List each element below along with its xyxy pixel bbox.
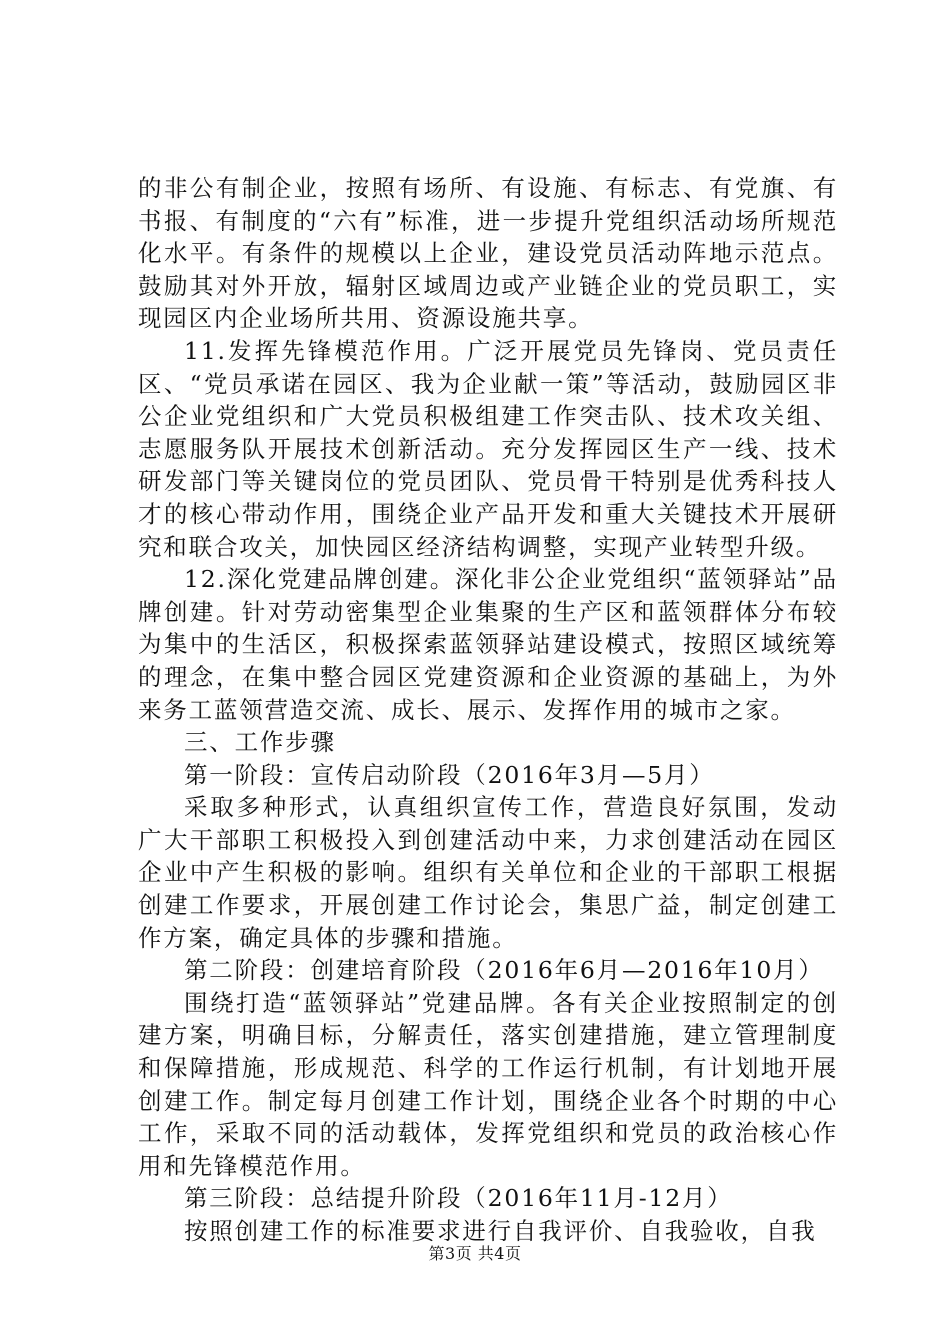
page-footer: 第3页 共4页 <box>428 1244 522 1263</box>
stage-two-body: 围绕打造“蓝领驿站”党建品牌。各有关企业按照制定的创建方案，明确目标，分解责任，落实创建措施，建立管理制度和保障措施，形成规范、科学的工作运行机制，有计划地开展创建工作。制定每月创建工作计划，围绕企业各个时期的中心工作，采取不同的活动载体，发挥党组织和党员的政治核心作用和先锋模范作用。 <box>138 988 838 1180</box>
stage-one-body: 采取多种形式，认真组织宣传工作，营造良好氛围，发动广大干部职工积极投入到创建活动中来，力求创建活动在园区企业中产生积极的影响。组织有关单位和企业的干部职工根据创建工作要求，开展创建工作讨论会，集思广益，制定创建工作方案，确定具体的步骤和措施。 <box>138 793 838 952</box>
stage-three-body: 按照创建工作的标准要求进行自我评价、自我验收，自我 <box>184 1217 817 1245</box>
document-body <box>138 172 838 1248</box>
stage-three-heading: 第三阶段：总结提升阶段（2016年11月-12月） <box>184 1184 733 1213</box>
stage-two-heading: 第二阶段：创建培育阶段（2016年6月—2016年10月） <box>184 956 824 985</box>
paragraph-continuation: 的非公有制企业，按照有场所、有设施、有标志、有党旗、有书报、有制度的“六有”标准，进一步提升党组织活动场所规范化水平。有条件的规模以上企业，建设党员活动阵地示范点。鼓励其对外开放，辐射区域周边或产业链企业的党员职工，实现园区内企业场所共用、资源设施共享。 <box>138 174 838 333</box>
paragraph-item-11: 11.发挥先锋模范作用。广泛开展党员先锋岗、党员责任区、“党员承诺在园区、我为企业献一策”等活动，鼓励园区非公企业党组织和广大党员积极组建工作突击队、技术攻关组、志愿服务队开展技术创新活动。充分发挥园区生产一线、技术研发部门等关键岗位的党员团队、党员骨干特别是优秀科技人才的核心带动作用，围绕企业产品开发和重大关键技术开展研究和联合攻关，加快园区经济结构调整，实现产业转型升级。 <box>138 336 838 561</box>
stage-one-heading: 第一阶段：宣传启动阶段（2016年3月—5月） <box>184 760 715 789</box>
section-heading-work-steps: 三、工作步骤 <box>184 728 336 757</box>
paragraph-item-12: 12.深化党建品牌创建。深化非公企业党组织“蓝领驿站”品牌创建。针对劳动密集型企业集聚的生产区和蓝领群体分布较为集中的生活区，积极探索蓝领驿站建设模式，按照区域统筹的理念，在集中整合园区党建资源和企业资源的基础上，为外来务工蓝领营造交流、成长、展示、发挥作用的城市之家。 <box>138 565 838 724</box>
